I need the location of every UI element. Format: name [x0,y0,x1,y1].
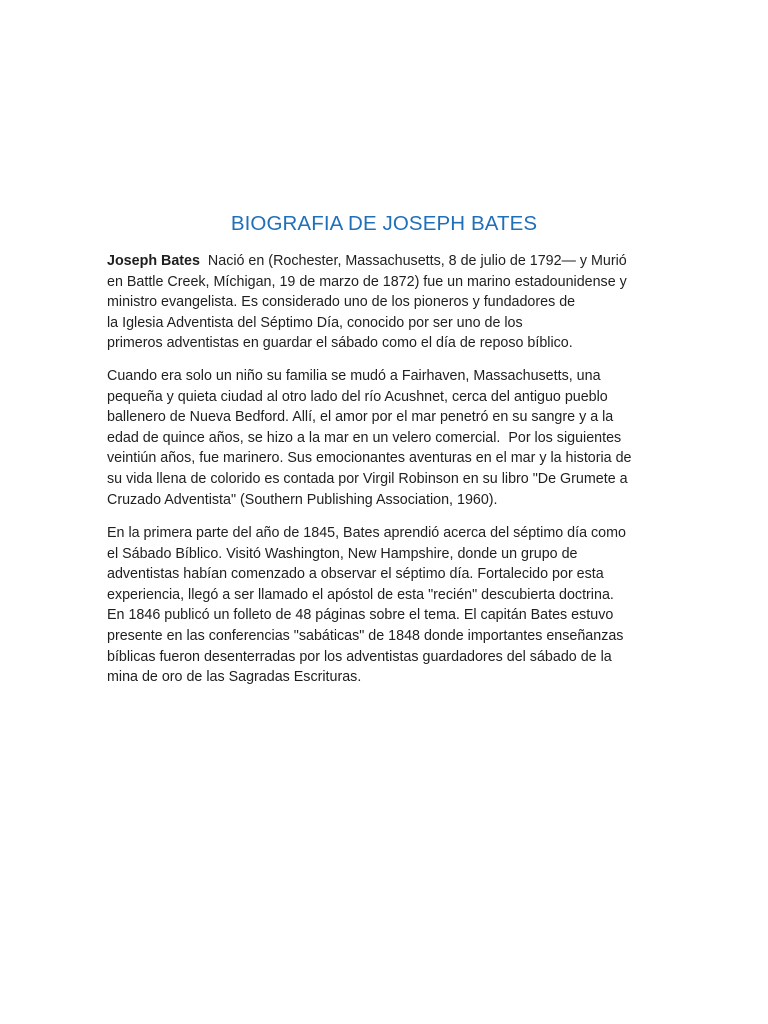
text-line: adventistas habían comenzado a observar el séptimo día. Fortalecido por esta [107,566,604,583]
text-line: la Iglesia Adventista del Séptimo Día, conocido por ser uno de los [107,314,523,331]
text-line: mina de oro de las Sagradas Escrituras. [107,669,362,686]
text-line: Cruzado Adventista" (Southern Publishing Association, 1960). [107,491,498,508]
text-line: bíblicas fueron desenterradas por los adventistas guardadores del sábado de la [107,648,612,665]
text-line: Cuando era solo un niño su familia se mudó a Fairhaven, Massachusetts, una [107,368,601,384]
text-line: En la primera parte del año de 1845, Bates aprendió acerca del séptimo día como [107,525,626,541]
document-title: BIOGRAFIA DE JOSEPH BATES [230,212,538,235]
text-line [107,251,667,272]
subject-name: Joseph Bates [107,253,200,269]
text-line: ballenero de Nueva Bedford. Allí, el amor por el mar penetró en su sangre y a la [107,409,614,426]
text-line: ministro evangelista. Es considerado uno de los pioneros y fundadores de [107,294,576,311]
text-line: edad de quince años, se hizo a la mar en un velero comercial. Por los siguientes [107,429,622,446]
text-line: En 1846 publicó un folleto de 48 páginas sobre el tema. El capitán Bates estuvo [107,607,614,624]
text-line: pequeña y quieta ciudad al otro lado del río Acushnet, cerca del antiguo pueblo [107,388,608,405]
paragraph-childhood [107,366,667,510]
text-line: presente en las conferencias "sabáticas" de 1848 donde importantes enseñanzas [107,627,624,644]
text-line: experiencia, llegó a ser llamado el apóstol de esta "recién" descubierta doctrina. [107,586,614,603]
text-line: su vida llena de colorido es contada por Virgil Robinson en su libro "De Grumete a [107,470,628,487]
text-line: el Sábado Bíblico. Visitó Washington, New Hampshire, donde un grupo de [107,545,578,562]
paragraph-sabbath [107,523,667,688]
paragraph-intro [107,251,667,354]
text-line: primeros adventistas en guardar el sábado como el día de reposo bíblico. [107,335,573,352]
text-line: veintiún años, fue marinero. Sus emocionantes aventuras en el mar y la historia de [107,450,632,467]
text-line-fragment: Nació en (Rochester, Massachusetts, 8 de julio de 1792— y Murió [199,253,627,269]
text-line: en Battle Creek, Míchigan, 19 de marzo de 1872) fue un marino estadounidense y [107,273,627,290]
